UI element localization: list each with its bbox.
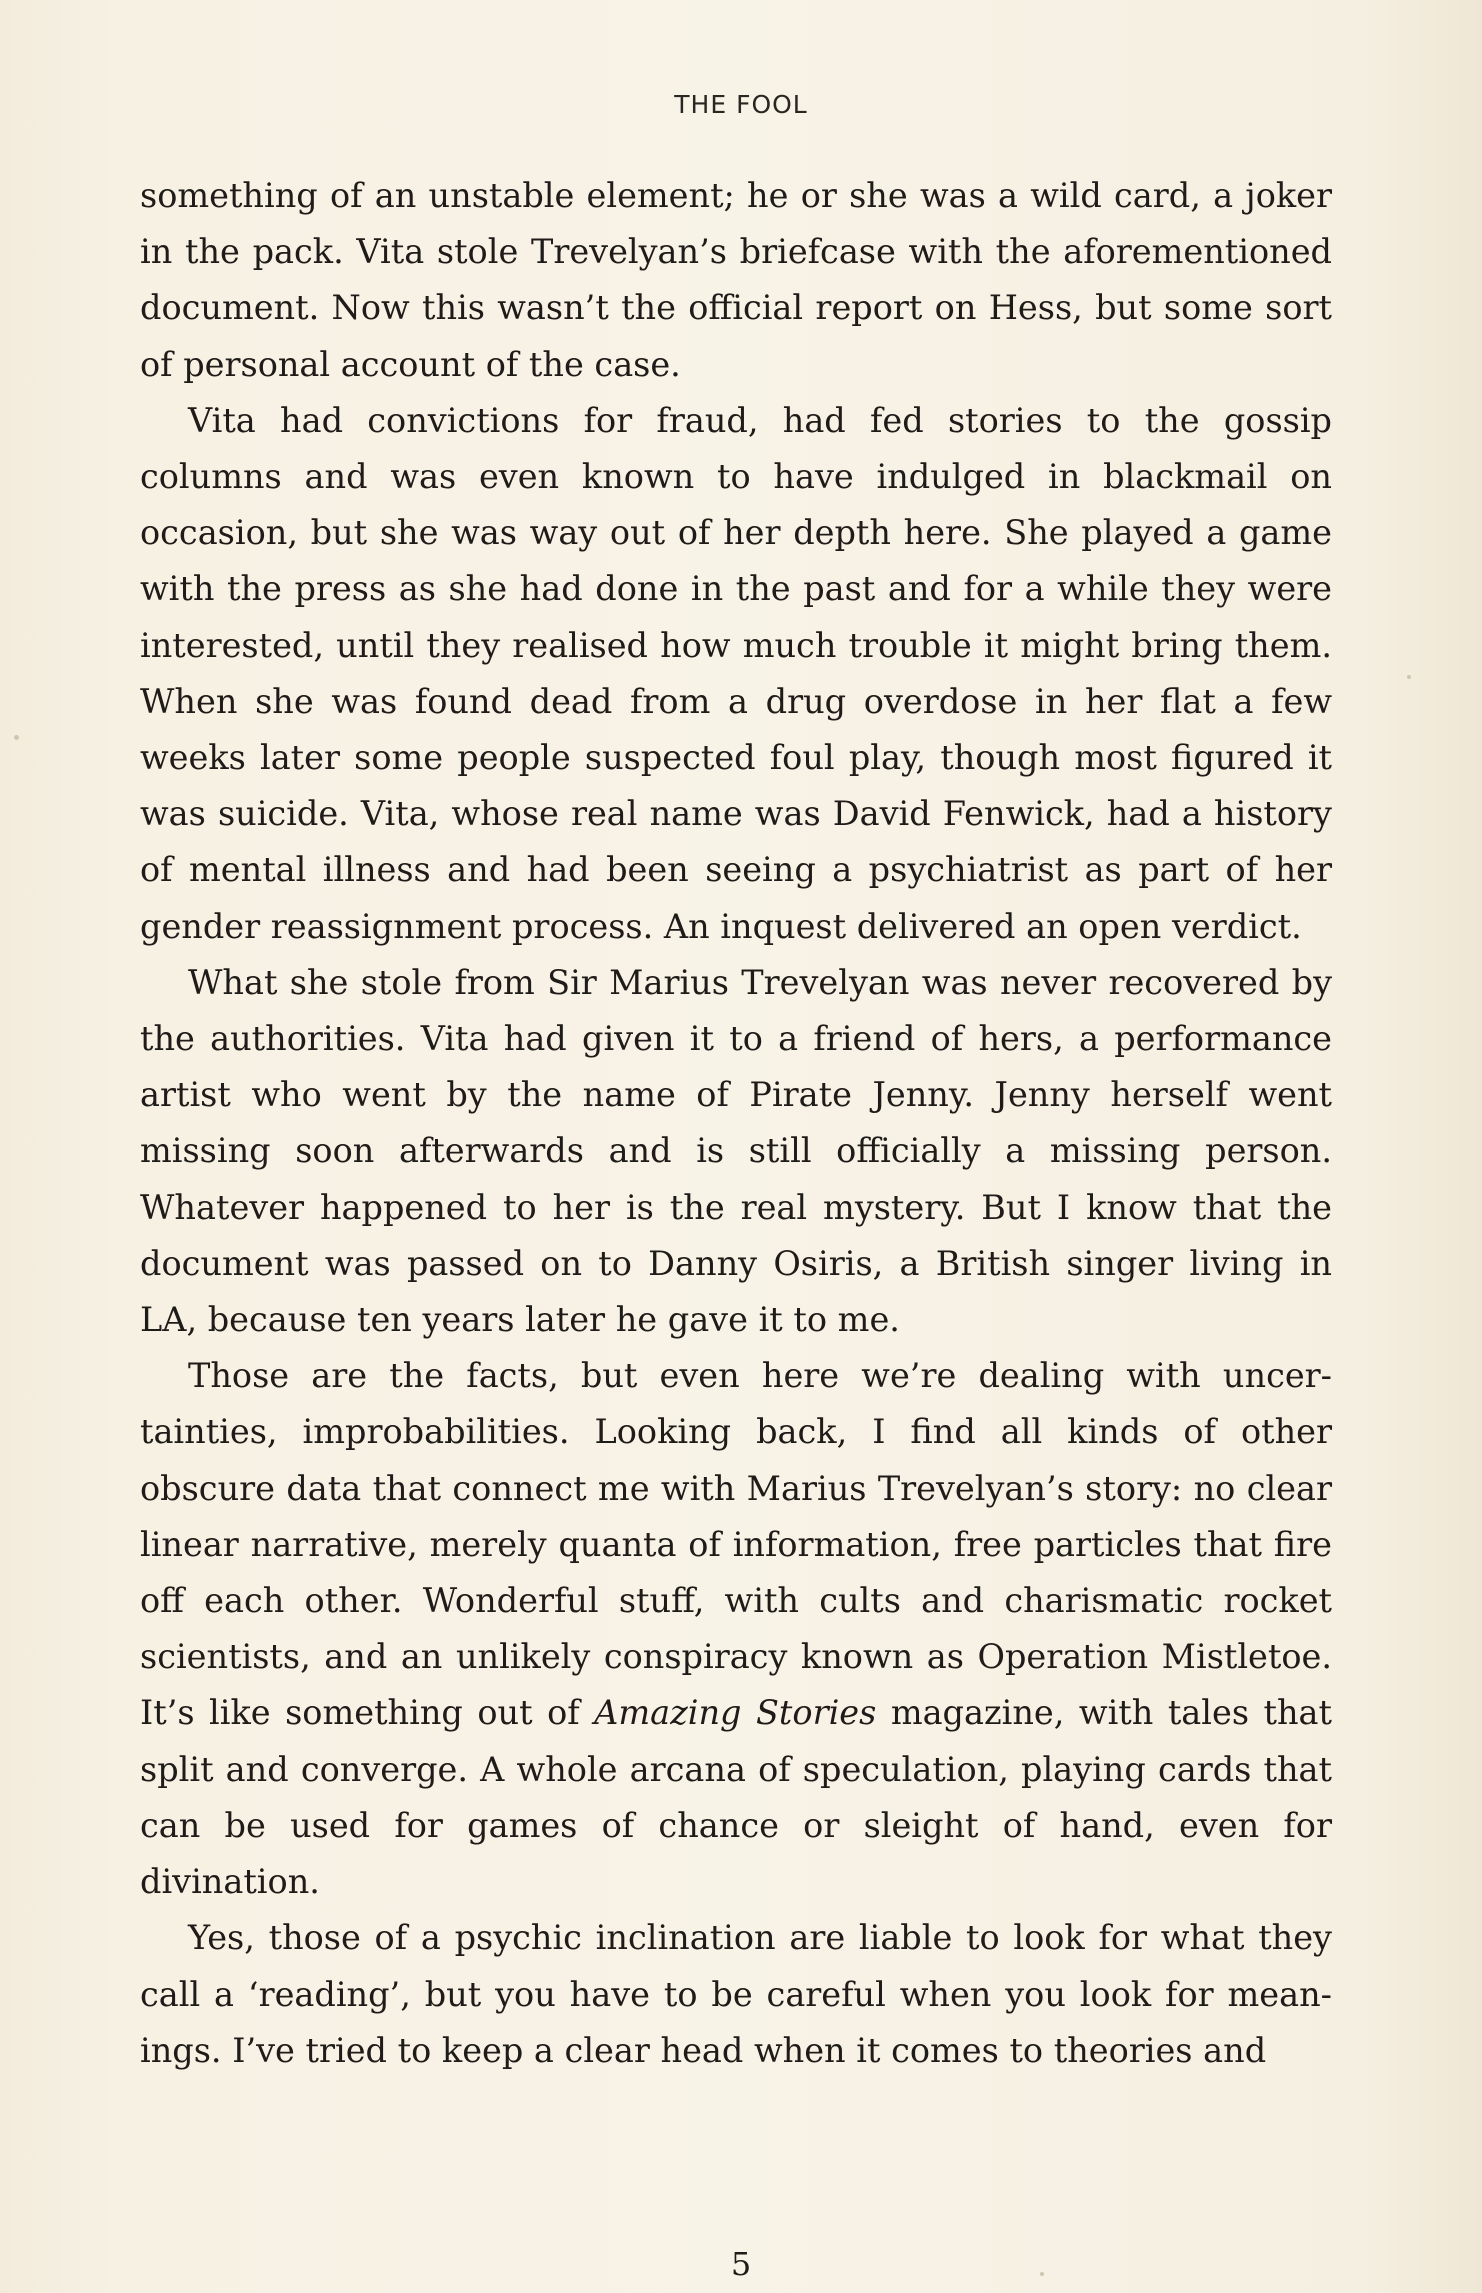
body-text xyxy=(140,168,1332,2079)
paper-speck xyxy=(14,735,19,740)
paper-speck xyxy=(1040,2272,1044,2276)
paragraph-2: Vita had convictions for fraud, had fed stories to the gossip columns and was even known to have indulged in blackmail on occasion, but she was way out of her depth here. She played a game with the press as she had done in the past and for a while they were interested, until they realised how much trouble it might bring them. When she was found dead from a drug overdose in her flat a few weeks later some people suspected foul play, though most figured it was suicide. Vita, whose real name was David Fenwick, had a history of mental illness and had been seeing a psychiatrist as part of her gender reassignment process. An inquest delivered an open verdict. xyxy=(140,400,1332,946)
paragraph-4-text-before: Those are the facts, but even here we’re dealing with uncertainties, improbabilities. Looking back, I find all kinds of other obscure data that connect me with Marius Trevelyan’s story: no clear linear narrative, merely quanta of information, free particles that fire off each other. Wonderful stuff, with cults and charismatic rocket scientists, and an unlikely conspiracy known as Operation Mistletoe. It’s like something out of xyxy=(140,1356,1332,1733)
paragraph-1: something of an unstable element; he or she was a wild card, a joker in the pack. Vita stole Trevelyan’s briefcase with the aforementioned document. Now this wasn’t the official report on Hess, but some sort of personal account of the case. xyxy=(140,176,1332,384)
paper-speck xyxy=(1407,675,1411,679)
running-head: THE FOOL xyxy=(674,90,808,119)
page-number: 5 xyxy=(730,2245,752,2283)
magazine-title: Amazing Stories xyxy=(594,1693,877,1733)
paragraph-4 xyxy=(140,1348,1332,1910)
paragraph-3: What she stole from Sir Marius Trevelyan was never recovered by the authorities. Vita had given it to a friend of hers, a performance artist who went by the name of Pirate Jenny. Jenny herself went missing soon afterwards and is still officially a missing person. Whatever happened to her is the real mystery. But I know that the document was passed on to Danny Osiris, a British singer living in LA, because ten years later he gave it to me. xyxy=(140,962,1332,1340)
paragraph-4-text-after: magazine, with tales that split and converge. A whole arcana of speculation, playing cards that can be used for games of chance or sleight of hand, even for divination. xyxy=(140,1693,1332,1902)
paragraph-5: Yes, those of a psychic inclination are liable to look for what they call a ‘reading’, but you have to be careful when you look for meanings. I’ve tried to keep a clear head when it comes to theories and xyxy=(140,1918,1332,2070)
